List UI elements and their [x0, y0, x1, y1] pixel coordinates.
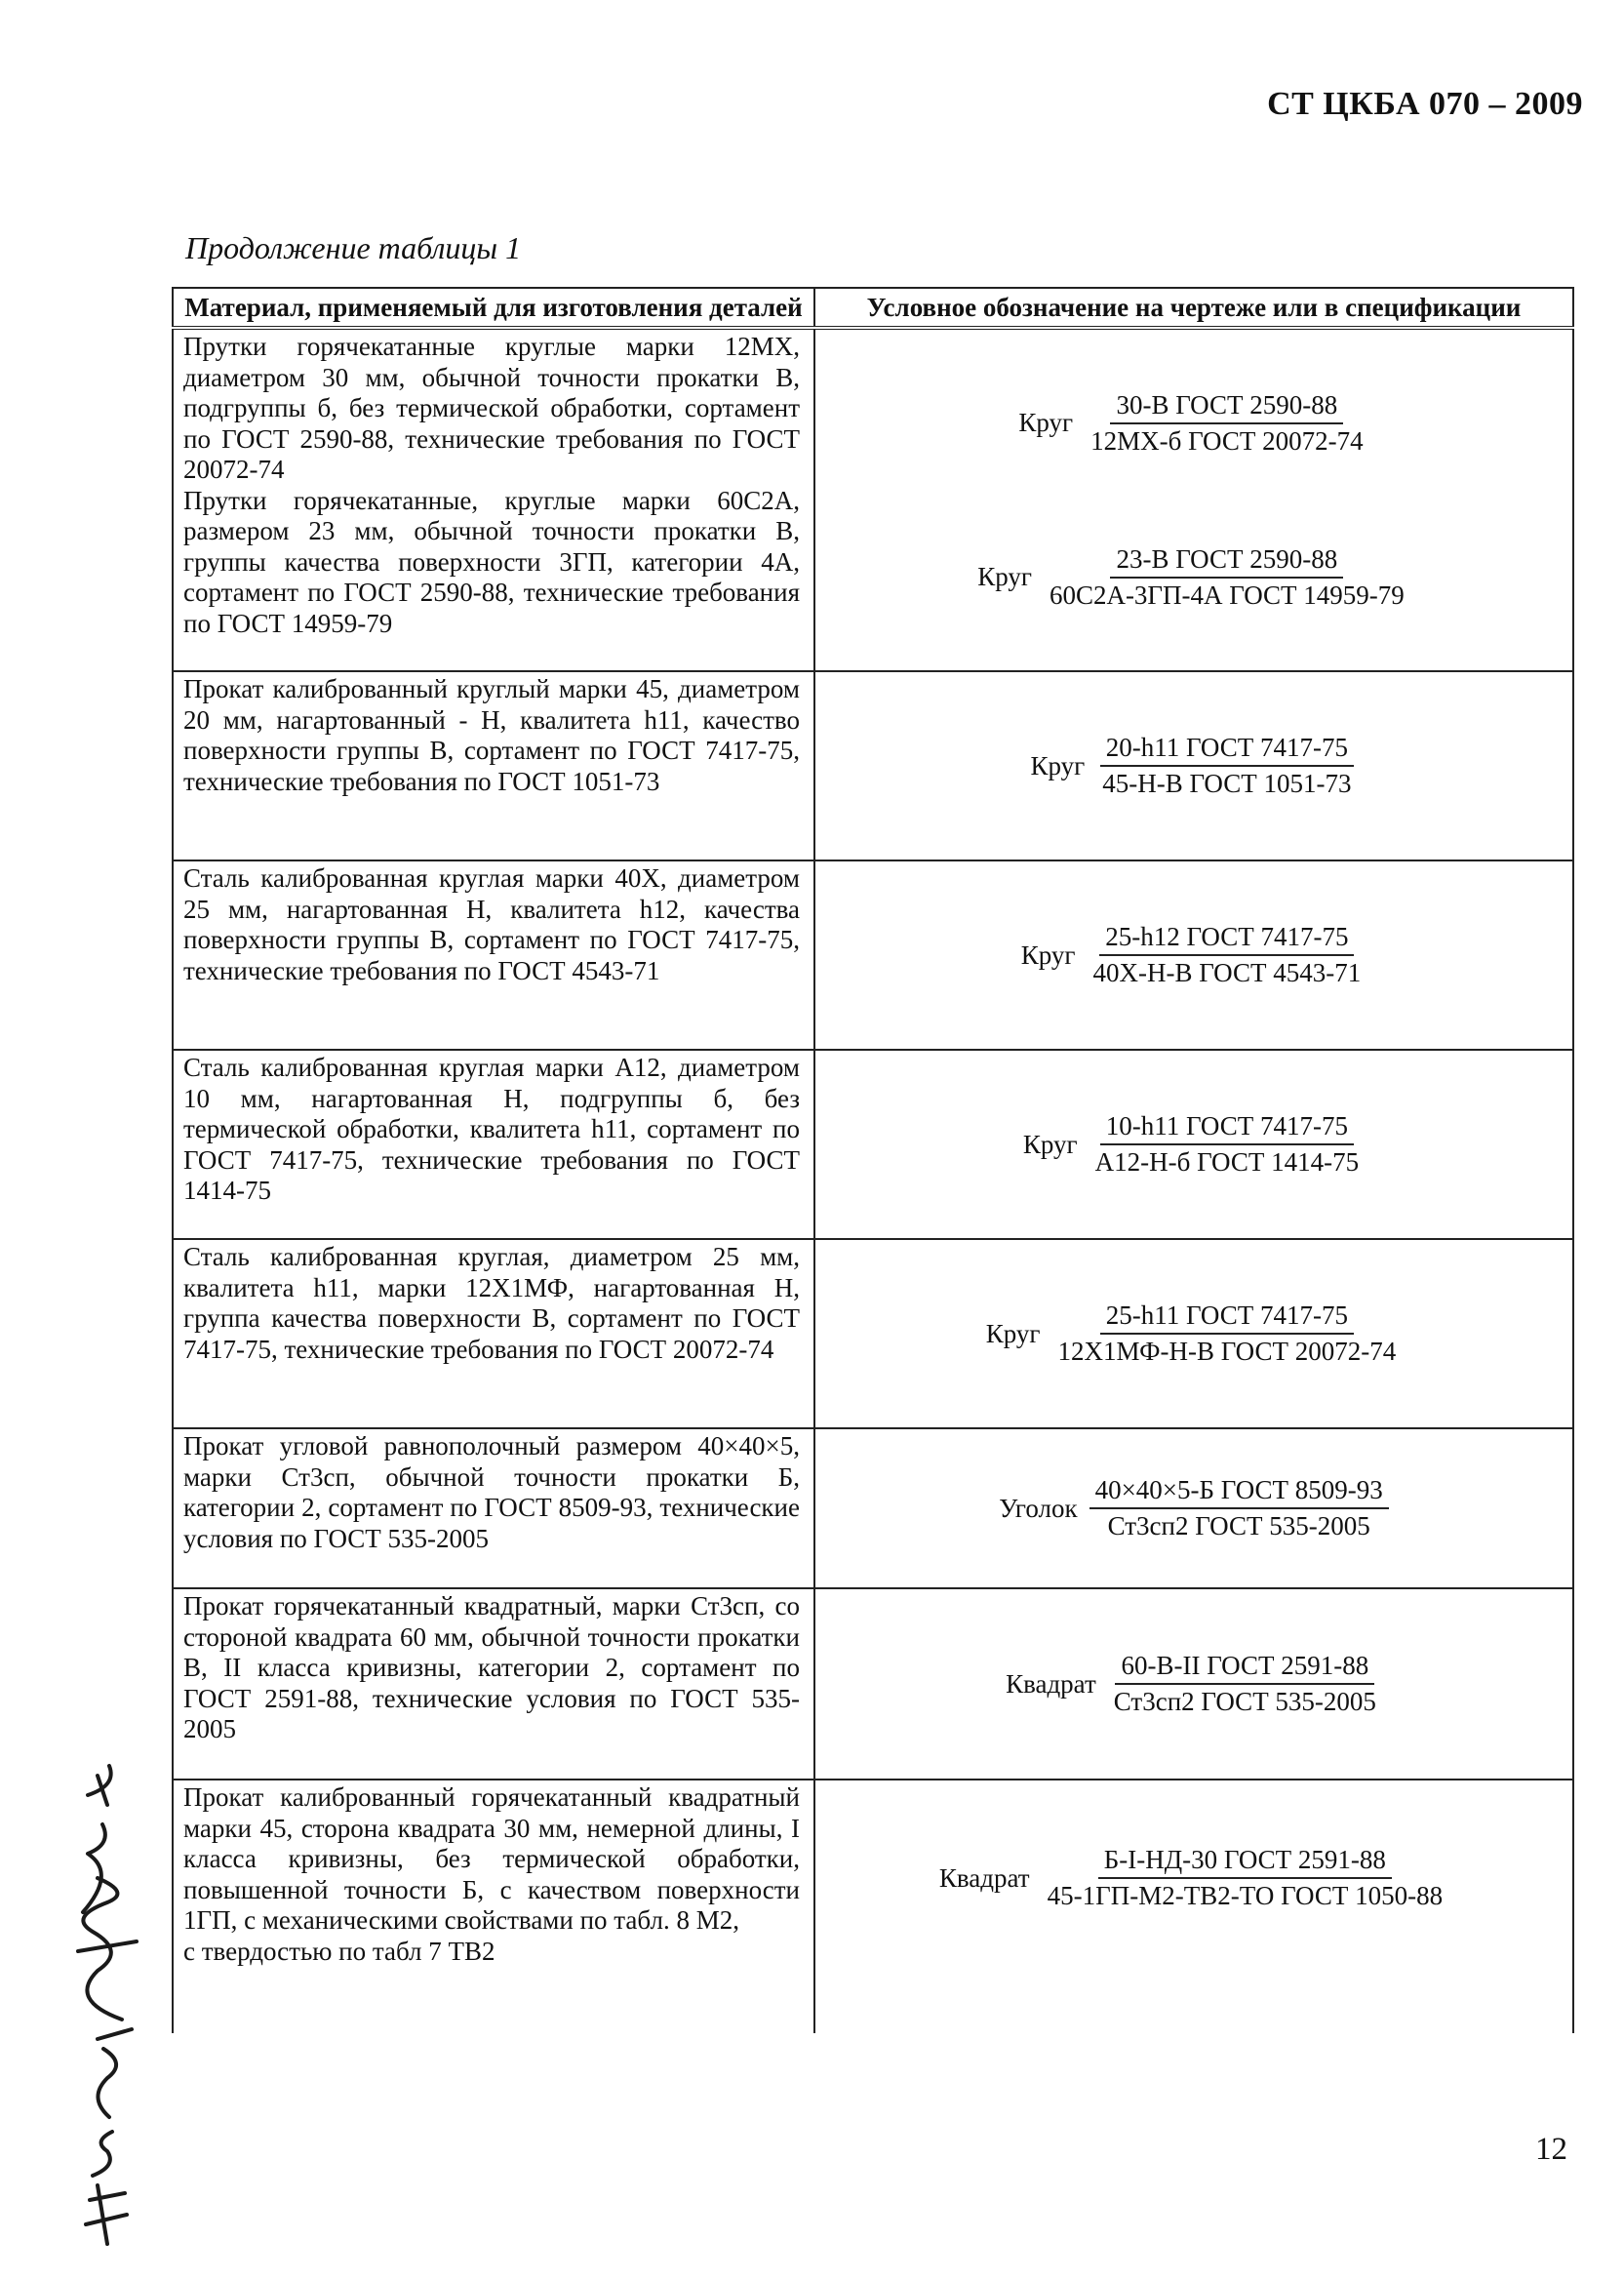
material-text: Прутки горячекатанные круглые марки 12МХ, диаметром 30 мм, обычной точности прокатки В, подгруппы б, без термической обработки, сортамент по ГОСТ 2590-88, технические требования по ГОСТ 20072-74: [183, 332, 800, 484]
designation-prefix: Круг: [1020, 940, 1076, 970]
designation-cell: [814, 328, 1573, 671]
designation-denominator: 45-Н-В ГОСТ 1051-73: [1102, 769, 1352, 798]
designation-prefix: Круг: [1018, 408, 1074, 437]
handwriting-stroke: [98, 2029, 132, 2117]
designation: [835, 1111, 1553, 1178]
standard-code: СТ ЦКБА 070 – 2009: [1267, 86, 1583, 122]
handwriting-stroke: [86, 2132, 127, 2244]
designation-cell: [814, 860, 1573, 1050]
material-text: Прокат калиброванный горячекатанный квадратный марки 45, сторона квадрата 30 мм, немерной длины, I класса кривизны, без термической обработки, повышенной точности Б, с качеством поверхности 1ГП, с механическими свойствами по табл. 8 М2,: [183, 1782, 800, 1935]
handwritten-margin-note: [39, 1756, 156, 2254]
designation: [835, 1475, 1553, 1541]
designation-prefix: Круг: [1022, 1129, 1078, 1159]
signature-stroke: [78, 1824, 137, 2020]
designation-cell: [814, 1780, 1573, 2033]
table-caption: Продолжение таблицы 1: [185, 230, 522, 265]
designation: [835, 922, 1553, 988]
designation-cell: [814, 1428, 1573, 1588]
material-cell: [173, 1780, 814, 2033]
designation: [835, 390, 1553, 457]
table-row: [173, 328, 1573, 671]
designation-denominator: 12Х1МФ-Н-В ГОСТ 20072-74: [1057, 1337, 1397, 1366]
designation-cell: [814, 1588, 1573, 1780]
designation-numerator: 25-h11 ГОСТ 7417-75: [1100, 1300, 1354, 1335]
table-row: [173, 1780, 1573, 2033]
material-text: Сталь калиброванная круглая марки А12, диаметром 10 мм, нагартованная Н, подгруппы б, без термической обработки, квалитета h11, сортамент по ГОСТ 7417-75, технические требования по ГОСТ 1414-75: [183, 1053, 800, 1205]
material-cell: [173, 1588, 814, 1780]
material-text: Сталь калиброванная круглая марки 40Х, диаметром 25 мм, нагартованная Н, квалитета h12, качества поверхности группы В, сортамент по ГОСТ 7417-75, технические требования по ГОСТ 4543-71: [183, 863, 800, 985]
designation-prefix: Уголок: [999, 1493, 1078, 1523]
designation-2: [835, 544, 1553, 611]
material-cell: [173, 1239, 814, 1428]
page-number: 12: [1535, 2132, 1567, 2167]
table-row: [173, 671, 1573, 860]
material-text-2: Прутки горячекатанные, круглые марки 60С2А, размером 23 мм, обычной точности прокатки В, группы качества поверхности 3ГП, категории 4А, сортамент по ГОСТ 2590-88, технические требования по ГОСТ 14959-79: [183, 485, 800, 638]
materials-table: [172, 287, 1574, 2033]
designation-numerator: Б-I-НД-30 ГОСТ 2591-88: [1098, 1845, 1392, 1879]
material-text: Прокат угловой равнополочный размером 40×40×5, марки Ст3сп, обычной точности прокатки Б, категории 2, сортамент по ГОСТ 8509-93, технические условия по ГОСТ 535-2005: [183, 1431, 800, 1553]
designation-numerator-2: 23-В ГОСТ 2590-88: [1110, 544, 1343, 579]
designation-cell: [814, 1050, 1573, 1239]
handwriting-stroke: [88, 1766, 111, 1805]
designation-numerator: 25-h12 ГОСТ 7417-75: [1099, 922, 1354, 956]
table-row: [173, 1428, 1573, 1588]
designation-prefix: Квадрат: [938, 1862, 1030, 1893]
designation-numerator: 40×40×5-Б ГОСТ 8509-93: [1089, 1475, 1389, 1509]
designation-numerator: 60-В-II ГОСТ 2591-88: [1115, 1651, 1374, 1685]
table-row: [173, 1588, 1573, 1780]
material-cell: [173, 328, 814, 671]
material-cell: [173, 1428, 814, 1588]
table-row: [173, 1050, 1573, 1239]
designation: [835, 1845, 1553, 1911]
designation: [835, 1651, 1553, 1717]
designation-cell: [814, 671, 1573, 860]
designation-denominator: А12-Н-б ГОСТ 1414-75: [1094, 1147, 1360, 1177]
material-text-2: с твердостью по табл 7 ТВ2: [183, 1936, 495, 1966]
designation-prefix: Круг: [1030, 750, 1086, 780]
designation-denominator: Ст3сп2 ГОСТ 535-2005: [1107, 1511, 1370, 1540]
designation-cell: [814, 1239, 1573, 1428]
material-text: Прокат горячекатанный квадратный, марки Ст3сп, со стороной квадрата 60 мм, обычной точности прокатки В, II класса кривизны, категории 2, сортамент по ГОСТ 2591-88, технические условия по ГОСТ 535-2005: [183, 1591, 800, 1743]
header-material: Материал, применяемый для изготовления деталей: [173, 288, 814, 328]
material-cell: [173, 671, 814, 860]
designation-numerator: 10-h11 ГОСТ 7417-75: [1100, 1111, 1354, 1145]
material-text: Сталь калиброванная круглая, диаметром 25 мм, квалитета h11, марки 12Х1МФ, нагартованная Н, группа качества поверхности В, сортамент по ГОСТ 7417-75, технические требования по ГОСТ 20072-74: [183, 1242, 800, 1364]
designation-numerator: 20-h11 ГОСТ 7417-75: [1100, 733, 1354, 767]
table-header-row: [173, 288, 1573, 328]
designation-denominator: Ст3сп2 ГОСТ 535-2005: [1113, 1687, 1376, 1716]
designation-numerator: 30-В ГОСТ 2590-88: [1110, 390, 1343, 424]
designation-prefix: Круг: [985, 1318, 1041, 1348]
designation-prefix-2: Круг: [977, 562, 1032, 591]
designation-denominator: 40Х-Н-В ГОСТ 4543-71: [1092, 958, 1362, 987]
designation-denominator-2: 60С2А-3ГП-4А ГОСТ 14959-79: [1049, 580, 1405, 610]
designation-prefix: Квадрат: [1006, 1668, 1096, 1699]
designation: [835, 733, 1553, 799]
material-text: Прокат калиброванный круглый марки 45, диаметром 20 мм, нагартованный - Н, квалитета h11, качество поверхности группы В, сортамент по ГОСТ 7417-75, технические требования по ГОСТ 1051-73: [183, 674, 800, 796]
table-row: [173, 1239, 1573, 1428]
material-cell: [173, 1050, 814, 1239]
table-row: [173, 860, 1573, 1050]
material-cell: [173, 860, 814, 1050]
designation: [835, 1300, 1553, 1367]
designation-denominator: 12МХ-б ГОСТ 20072-74: [1090, 425, 1364, 456]
designation-denominator: 45-1ГП-М2-ТВ2-ТО ГОСТ 1050-88: [1047, 1881, 1444, 1910]
header-designation: Условное обозначение на чертеже или в спецификации: [814, 288, 1573, 328]
